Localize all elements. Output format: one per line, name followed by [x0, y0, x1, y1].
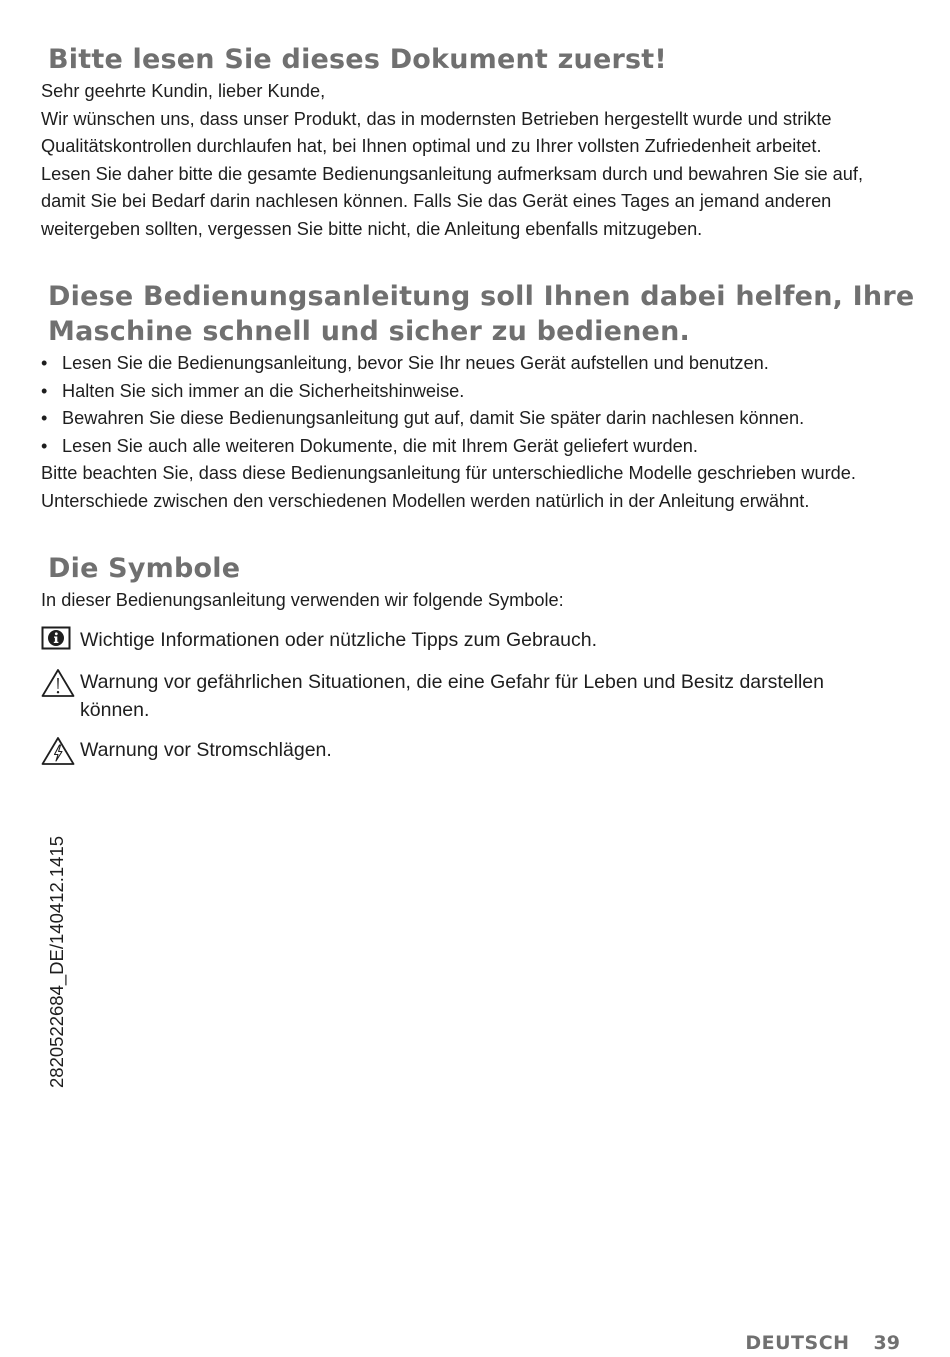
text-line: Lesen Sie daher bitte die gesamte Bedienungsanleitung aufmerksam durch und bewahren Sie sie auf,	[41, 163, 863, 184]
heading-line: Diese Bedienungsanleitung soll Ihnen dabei helfen, Ihre	[48, 281, 915, 312]
heading-read-first: Bitte lesen Sie dieses Dokument zuerst!	[48, 44, 667, 75]
text-line: Wir wünschen uns, dass unser Produkt, das in modernsten Betrieben hergestellt wurde und strikte	[41, 108, 832, 129]
symbol-description-line: Warnung vor gefährlichen Situationen, die eine Gefahr für Leben und Besitz darstellen	[80, 671, 824, 693]
text-line: weitergeben sollten, vergessen Sie bitte nicht, die Anleitung ebenfalls mitzugeben.	[41, 218, 703, 239]
page-number: 39	[873, 1332, 900, 1354]
symbol-row-info	[41, 626, 921, 656]
text-line: damit Sie bei Bedarf darin nachlesen können. Falls Sie das Gerät eines Tages an jemand anderen	[41, 191, 832, 212]
bullet-icon: •	[41, 435, 48, 456]
intro-paragraph	[41, 78, 921, 244]
purpose-content	[41, 350, 921, 516]
list-item	[41, 350, 921, 378]
heading-line: Maschine schnell und sicher zu bedienen.	[48, 316, 690, 347]
list-item-text: Lesen Sie die Bedienungsanleitung, bevor Sie Ihr neues Gerät aufstellen und benutzen.	[62, 353, 769, 373]
list-item	[41, 378, 921, 406]
list-item-text: Bewahren Sie diese Bedienungsanleitung gut auf, damit Sie später darin nachlesen können.	[62, 408, 805, 429]
list-item-text: Halten Sie sich immer an die Sicherheitshinweise.	[62, 380, 465, 401]
bullet-icon: •	[41, 408, 48, 429]
document-code: 2820522684_DE/140412.1415	[46, 835, 67, 1088]
bullet-icon: •	[41, 353, 48, 373]
symbol-description: Wichtige Informationen oder nützliche Tipps zum Gebrauch.	[80, 629, 598, 651]
footer-language: DEUTSCH	[745, 1332, 850, 1354]
text-line: Bitte beachten Sie, dass diese Bedienungsanleitung für unterschiedliche Modelle geschrieben wurde.	[41, 463, 856, 484]
electric-shock-warning-icon	[41, 736, 75, 774]
symbol-row-electric-shock	[41, 736, 921, 766]
text-line: In dieser Bedienungsanleitung verwenden wir folgende Symbole:	[41, 590, 564, 610]
bullet-icon: •	[41, 380, 48, 401]
page-footer	[745, 1331, 900, 1355]
heading-manual-purpose	[48, 279, 928, 349]
symbol-description-line: können.	[80, 699, 150, 721]
symbol-description: Warnung vor Stromschlägen.	[80, 739, 332, 761]
text-line: Sehr geehrte Kundin, lieber Kunde,	[41, 81, 326, 101]
list-item	[41, 405, 921, 433]
info-icon	[41, 626, 71, 660]
heading-symbols: Die Symbole	[48, 553, 241, 584]
list-item-text: Lesen Sie auch alle weiteren Dokumente, die mit Ihrem Gerät geliefert wurden.	[62, 435, 698, 456]
text-line: Qualitätskontrollen durchlaufen hat, bei Ihnen optimal und zu Ihrer vollsten Zufriedenheit arbeitet.	[41, 136, 822, 157]
text-line: Unterschiede zwischen den verschiedenen Modellen werden natürlich in der Anleitung erwähnt.	[41, 490, 810, 511]
list-item	[41, 433, 921, 461]
bullet-list	[41, 350, 921, 460]
symbol-row-warning	[41, 668, 921, 726]
symbols-intro	[41, 587, 921, 615]
symbol-description	[80, 668, 910, 724]
warning-icon	[41, 668, 75, 706]
